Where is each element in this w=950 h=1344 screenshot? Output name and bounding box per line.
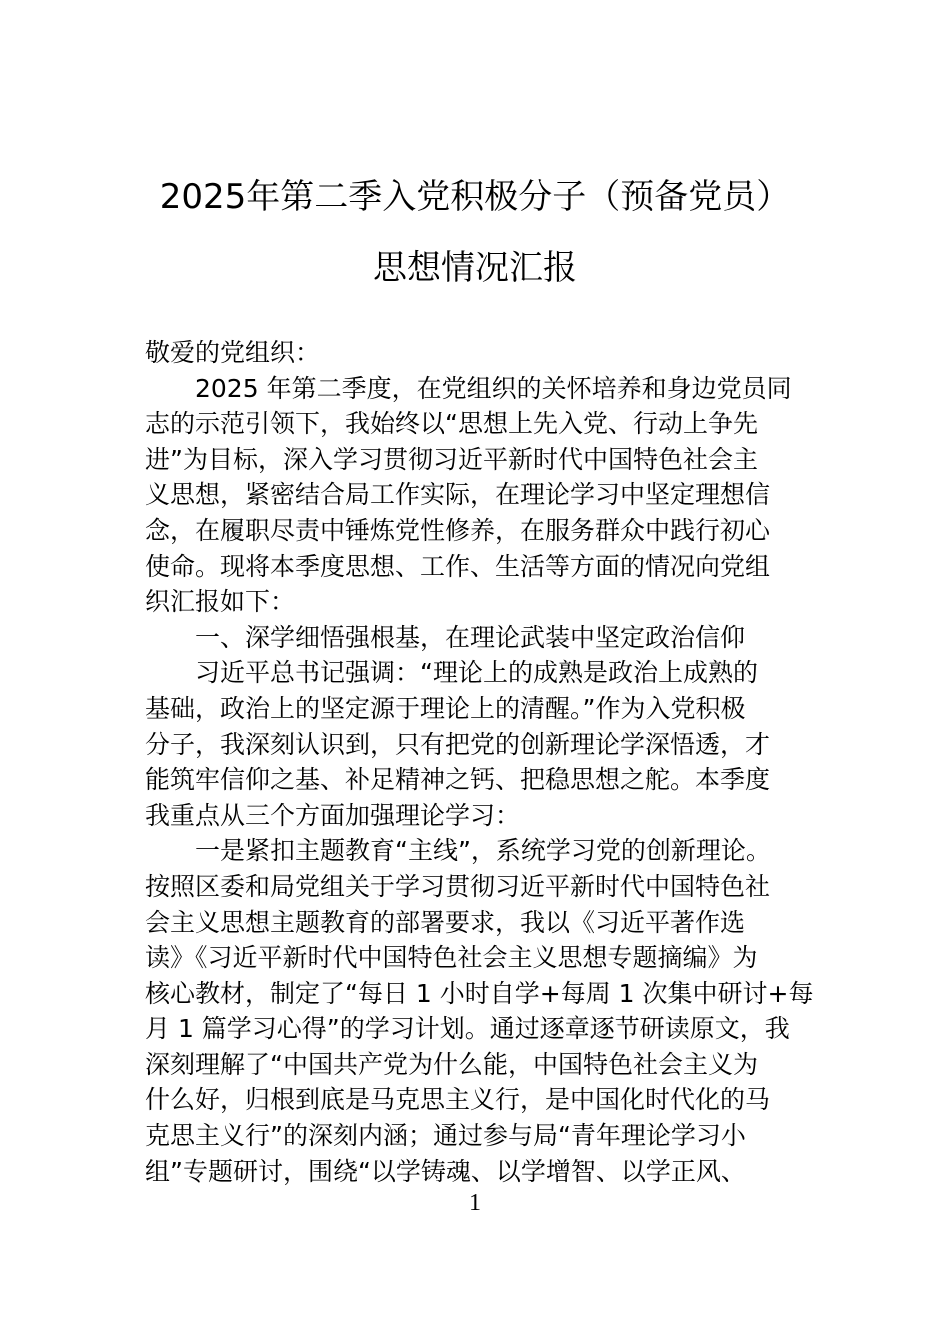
paragraph-line: 义思想，紧密结合局工作实际，在理论学习中坚定理想信 — [145, 480, 771, 510]
paragraph-line: 组”专题研讨，围绕“以学铸魂、以学增智、以学正风、 — [145, 1156, 746, 1186]
paragraph-line: 核心教材，制定了“每日 1 小时自学+每周 1 次集中研讨+每 — [145, 978, 814, 1008]
paragraph-line: 会主义思想主题教育的部署要求，我以《习近平著作选 — [145, 907, 746, 937]
paragraph-line: 深刻理解了“中国共产党为什么能，中国特色社会主义为 — [145, 1049, 758, 1079]
paragraph-line: 什么好，归根到底是马克思主义行，是中国化时代化的马 — [145, 1085, 771, 1115]
paragraph-line: 读》《习近平新时代中国特色社会主义思想专题摘编》为 — [145, 943, 758, 973]
paragraph-line: 一是紧扣主题教育“主线”，系统学习党的创新理论。 — [195, 836, 771, 866]
paragraph-line: 志的示范引领下，我始终以“思想上先入党、行动上争先 — [145, 409, 758, 439]
section-heading: 一、深学细悟强根基，在理论武装中坚定政治信仰 — [195, 622, 746, 652]
document-body — [145, 335, 814, 1189]
paragraph-line: 分子，我深刻认识到，只有把党的创新理论学深悟透，才 — [145, 729, 771, 759]
paragraph-line: 进”为目标，深入学习贯彻习近平新时代中国特色社会主 — [145, 444, 758, 474]
paragraph-line: 使命。现将本季度思想、工作、生活等方面的情况向党组 — [145, 551, 771, 581]
paragraph-line: 念，在履职尽责中锤炼党性修养，在服务群众中践行初心 — [145, 515, 771, 545]
document-title-line-2: 思想情况汇报 — [373, 248, 577, 288]
paragraph-line: 我重点从三个方面加强理论学习： — [145, 800, 521, 830]
page-number: 1 — [469, 1190, 481, 1216]
paragraph-line: 能筑牢信仰之基、补足精神之钙、把稳思想之舵。本季度 — [145, 765, 771, 795]
salutation: 敬爱的党组织： — [145, 338, 321, 367]
paragraph-line: 月 1 篇学习心得”的学习计划。通过逐章逐节研读原文，我 — [145, 1014, 790, 1044]
paragraph-line: 克思主义行”的深刻内涵；通过参与局“青年理论学习小 — [145, 1121, 746, 1151]
paragraph-line: 基础，政治上的坚定源于理论上的清醒。”作为入党积极 — [145, 693, 746, 723]
paragraph-line: 按照区委和局党组关于学习贯彻习近平新时代中国特色社 — [145, 871, 771, 901]
paragraph-line: 习近平总书记强调：“理论上的成熟是政治上成熟的 — [195, 658, 758, 688]
paragraph-line: 织汇报如下： — [145, 587, 296, 617]
document-title-line-1: 2025年第二季入党积极分子（预备党员） — [159, 177, 791, 217]
paragraph-line: 2025 年第二季度，在党组织的关怀培养和身边党员同 — [195, 373, 792, 403]
